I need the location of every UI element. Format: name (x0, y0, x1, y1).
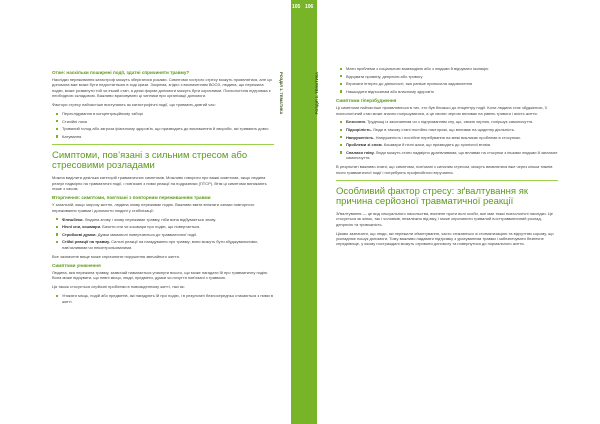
subheading-prevalence: Отже: наскільки поширені події, здатні спричиняти травму? (52, 70, 190, 75)
list-item: Втрачати інтерес до діяльності, яка раніше приносила задоволення (346, 81, 558, 86)
paragraph: Людина, яка пережила травму, зазвичай намагається уникнути всього, що може нагадати їй про травматичну подію. Вона може відчувати, що певні місця, люди, предмети, думки чи почуття пов’язані з травмою. (52, 269, 269, 281)
paragraph: Цікаво зазначити, що люди, які пережили зґвалтування, часто стикаються зі стигматизацією та відчуттям сорому, що ускладнює пошук допомоги. Тому важливо надавати підтримку з урахуванням травми і забезпечувати безпечне середовище, у якому постраждалі можуть отримати допомогу та повернутися до нормального життя. (336, 230, 554, 247)
left-page (0, 0, 296, 424)
right-column (336, 66, 558, 250)
list-item: Флешбеки. Людина знову і знову переживає травму, ніби вона відбувається знову. (62, 217, 274, 222)
avoidance-list (52, 293, 274, 304)
list-item: Тривалий голод або загроза фізичному здоров’ю, що призводить до виснаження й хвороби, які тривають довго (62, 126, 274, 131)
paragraph: Фактори стресу найчастіше виступають як катастрофічні події, що тривають довгий час: (52, 102, 216, 108)
paragraph: Все зазначене вище може спричинити порушення звичайного життя. (52, 253, 180, 259)
right-page (304, 0, 600, 424)
list-item: Нічні сни, кошмари. Бачити сни чи кошмари про подію, що повертається. (62, 224, 274, 229)
chapter-label-right: РОЗДІЛ 1. ТЕМАТИКА (314, 72, 319, 115)
paragraph: Можна виділити декілька категорій травматичних симптомів. Можливо говорити про важкі симптоми, якщо людина реагує надмірно на травматичні події, і пов’язані з ними реакції на подразники (ПТСР). Втім ці симптоми виникають лише з часом. (52, 175, 267, 191)
list-item: Катування (62, 134, 274, 139)
chapter-label-left: РОЗДІЛ 1. ТЕМАТИКА (279, 72, 284, 115)
list-item: Мати проблеми з соціальною взаємодією або з людьми й відчувати ізоляцію (346, 66, 558, 71)
left-column (52, 66, 274, 308)
hyperarousal-list (336, 119, 558, 160)
list-item: Проблеми зі сном. Кошмари й нічні жахи, що призводять до хронічної втоми. (346, 142, 558, 147)
list-item: Відчувати провину, депресію або тривогу (346, 74, 558, 79)
subheading-hyperarousal: Симптоми гіперзбудження (336, 98, 397, 104)
list-item: Стійкі реакції на травму. Сильні реакції на нагадування про травму; вони можуть бути збуджувальними, нав’язливими чи неконтрольованими. (62, 239, 274, 250)
page-number-left: 105 (292, 4, 301, 10)
list-item: Нашкодити відносинам або власному здоров’ю (346, 89, 558, 94)
list-item: Безсоння. Труднощі із засинанням чи з підтриманням сну, що, своєю чергою, погіршує самопочуття. (346, 119, 558, 124)
section-heading-rape: Особливий фактор стресу: зґвалтування як причина серйозної травматичної реакції (336, 185, 528, 207)
paragraph: В результаті важливо знати, що симптоми, пов’язані з сильним стресом, можуть виявлятися вже через кілька тижнів після травматичної події і потребують професійного втручання. (336, 164, 553, 175)
list-item: Переслідування в концентраційному таборі (62, 111, 274, 116)
paragraph: Наслідки переживання катастроф можуть зберігатися роками. Симптоми гострого стресу можуть проявлятися, але ця допомога вже може бути недостатньою в ході кризи. Зокрема, згідно з визначенням ВООЗ, людина, що пережила подію, може розвинути той чи інший стан, а деякі форми допомоги можуть бути корисними. Психологічна підтримка є необхідною складовою. Важливо враховувати ці чинники при організації допомоги. (52, 76, 272, 99)
list-item: Уникати місць, подій або предметів, які нагадують їй про подію, і в результаті безпосередньо стикаються з ними в житті. (62, 293, 273, 304)
stressor-list (52, 111, 274, 139)
paragraph: Ці симптоми найчастіше проявляються в тих, хто був близько до епіцентру події. Коли людина стає збудженою, її психологічний стан може значно погіршуватися, а це своєю чергою впливає на рівень тривоги і якість життя: (336, 105, 547, 116)
subheading-avoidance: Симптоми уникнення (52, 263, 101, 269)
paragraph: Ця також стосується серйозні проблеми в повсякденному житті, такі як: (52, 284, 185, 290)
paragraph: У загальній, якщо загрозу життю, людина знову переживає подію. Важливо вміти впізнати ознаки повторного переживання травми і допомогти людині у стабілізації: (52, 202, 255, 213)
section-heading-symptoms: Симптоми, пов’язані з сильним стресом або стресовими розладами (52, 150, 248, 172)
list-item: Стрибкові думки. Думки мимоволі повертаються до травматичної події. (62, 232, 274, 237)
divider (52, 144, 274, 145)
subheading-intrusion: Вторгнення: симптоми, пов’язані з повторним переживанням травми (52, 195, 211, 201)
paragraph: Зґвалтування — це вид сексуального насильства, вчинене проти волі особи, яке має тяжкі психологічні наслідки. Це стосується як жінок, так і чоловіків, незалежно від віку, і може спричинити тривалий посттравматичний розлад, депресію та тривожність. (336, 210, 553, 227)
list-item: Спалахи гніву. Люди можуть стати надмірно дратівливими, що впливає на стосунки з іншими людьми й загальне самопочуття. (346, 149, 558, 161)
consequence-list (336, 66, 558, 94)
list-item: Стихійні лиха (62, 119, 274, 124)
divider (336, 180, 558, 181)
list-item: Підозрілість. Люди в такому стані постійно насторожі, що впливає на щоденну діяльність. (346, 127, 558, 132)
intrusion-list (52, 217, 274, 251)
page-number-right: 106 (305, 4, 314, 10)
list-item: Напруженість. Напруженість і постійне перебування на межі викликає проблеми в стосунках. (346, 135, 558, 140)
chapter-tab-left (291, 0, 304, 424)
